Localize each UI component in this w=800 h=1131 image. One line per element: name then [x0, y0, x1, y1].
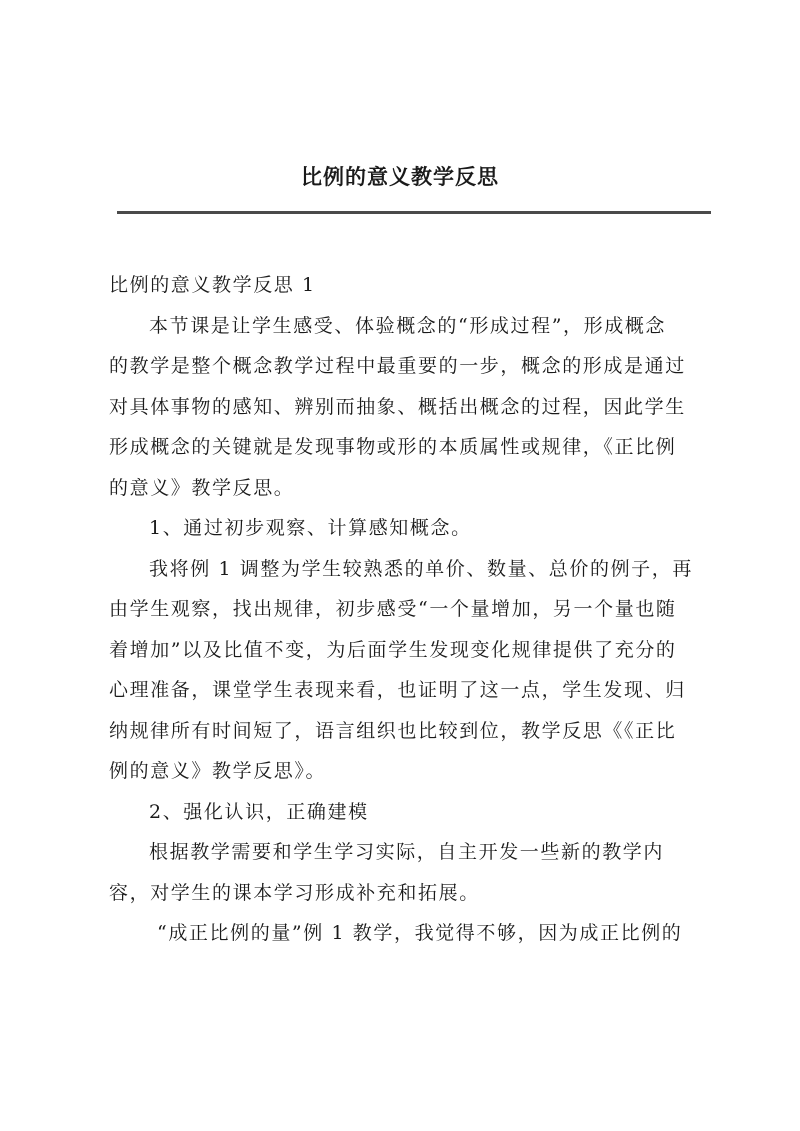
paragraph-line: “成正比例的量”例 1 教学，我觉得不够，因为成正比例的: [157, 922, 683, 944]
section-heading: 比例的意义教学反思 1: [109, 274, 316, 296]
page-title: 比例的意义教学反思: [301, 164, 499, 189]
paragraph-line: 的教学是整个概念教学过程中最重要的一步，概念的形成是通过: [109, 355, 686, 377]
paragraph-line: 对具体事物的感知、辨别而抽象、概括出概念的过程，因此学生: [109, 395, 686, 418]
paragraph-line: 纳规律所有时间短了，语言组织也比较到位，教学反思《《正比: [109, 719, 677, 742]
document-body: [109, 265, 709, 954]
subheading: 2、强化认识，正确建模: [149, 800, 369, 823]
paragraph-line: 容，对学生的课本学习形成补充和拓展。: [109, 881, 480, 904]
paragraph-line: 的意义》教学反思。: [109, 476, 295, 499]
paragraph-line: 根据教学需要和学生学习实际，自主开发一些新的教学内: [149, 841, 665, 863]
paragraph-line: 心理准备，课堂学生表现来看，也证明了这一点，学生发现、归: [109, 679, 686, 701]
title-divider: [117, 211, 711, 214]
paragraph-line: 我将例 1 调整为学生较熟悉的单价、数量、总价的例子，再: [149, 557, 693, 580]
subheading: 1、通过初步观察、计算感知概念。: [149, 517, 472, 539]
paragraph-line: 例的意义》教学反思》。: [109, 760, 327, 782]
paragraph-line: 本节课是让学生感受、体验概念的“形成过程”，形成概念: [149, 314, 667, 337]
paragraph-line: 由学生观察，找出规律，初步感受“一个量增加，另一个量也随: [109, 598, 677, 620]
paragraph-line: 着增加”以及比值不变，为后面学生发现变化规律提供了充分的: [109, 638, 677, 661]
paragraph-line: 形成概念的关键就是发现事物或形的本质属性或规律，《正比例: [109, 436, 677, 458]
